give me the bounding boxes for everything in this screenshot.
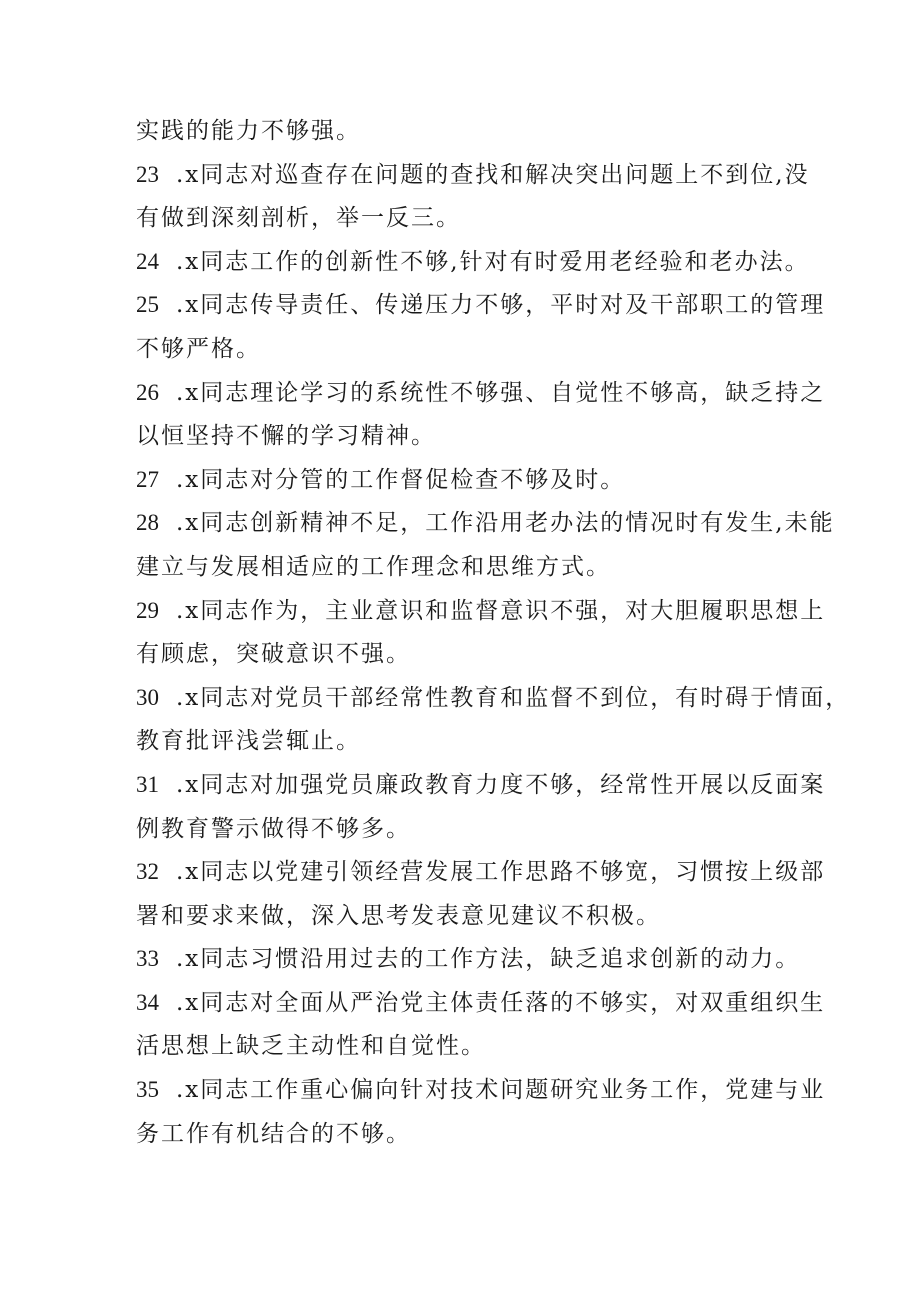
line-spacer — [136, 803, 796, 811]
paragraph-text: 不够严格。 — [136, 335, 261, 362]
line-spacer — [136, 411, 796, 419]
item-number: 31 — [136, 771, 159, 797]
paragraph-text: .x同志对分管的工作督促检查不够及时。 — [176, 466, 626, 493]
paragraph-first-line — [136, 767, 826, 803]
item-number: 29 — [136, 597, 159, 623]
paragraph-text: 实践的能力不够强。 — [136, 118, 361, 144]
line-spacer — [136, 367, 796, 375]
paragraph-first-line — [136, 941, 801, 977]
paragraph-text: .x同志对加强党员廉政教育力度不够，经常性开展以反面案 — [176, 771, 826, 798]
line-spacer — [136, 934, 796, 942]
line-spacer — [136, 1152, 796, 1160]
paragraph-text: .x同志工作的创新性不够,针对有时爱用老经验和老办法。 — [176, 248, 810, 275]
document-body — [136, 113, 851, 1159]
item-number: 27 — [136, 466, 159, 492]
paragraph-continuation-line — [136, 723, 796, 759]
line-spacer — [136, 149, 796, 157]
paragraph-first-line — [136, 1072, 826, 1108]
line-spacer — [136, 1108, 796, 1116]
line-spacer — [136, 280, 796, 288]
item-number: 25 — [136, 292, 159, 318]
line-spacer — [136, 541, 796, 549]
line-spacer — [136, 977, 796, 985]
item-number: 24 — [136, 248, 159, 274]
paragraph-text: 署和要求来做，深入思考发表意见建议不积极。 — [136, 902, 661, 929]
line-spacer — [136, 236, 796, 244]
paragraph-text: 有做到深刻剖析，举一反三。 — [136, 205, 461, 232]
line-spacer — [136, 847, 796, 855]
item-number: 34 — [136, 989, 159, 1015]
paragraph-first-line — [136, 375, 826, 411]
paragraph-first-line — [136, 854, 826, 890]
item-number: 26 — [136, 379, 159, 405]
paragraph-text: .x同志作为，主业意识和监督意识不强，对大胆履职思想上 — [176, 597, 826, 624]
item-number: 33 — [136, 946, 159, 972]
paragraph-text: .x同志传导责任、传递压力不够，平时对及干部职工的管理 — [176, 292, 826, 319]
line-spacer — [136, 759, 796, 767]
line-spacer — [136, 454, 796, 462]
line-spacer — [136, 585, 796, 593]
paragraph-text: .x同志理论学习的系统性不够强、自觉性不够高，缺乏持之 — [176, 379, 826, 406]
item-number: 35 — [136, 1077, 159, 1103]
paragraph-continuation-line — [136, 200, 796, 236]
line-spacer — [136, 672, 796, 680]
paragraph-first-line — [136, 287, 826, 323]
paragraph-first-line — [136, 593, 826, 629]
item-number: 32 — [136, 859, 159, 885]
line-spacer — [136, 323, 796, 331]
paragraph-continuation-line — [136, 811, 796, 847]
paragraph-text: .x同志对巡查存在问题的查找和解决突出问题上不到位,没 — [176, 161, 810, 188]
paragraph-text: .x同志习惯沿用过去的工作方法，缺乏追求创新的动力。 — [176, 946, 801, 973]
paragraph-continuation-line — [136, 549, 796, 585]
paragraph-text: 建立与发展相适应的工作理念和思维方式。 — [136, 553, 611, 580]
paragraph-continuation-line — [136, 331, 796, 367]
item-number: 23 — [136, 161, 159, 187]
paragraph-first-line — [136, 113, 796, 149]
paragraph-continuation-line — [136, 1028, 796, 1064]
paragraph-first-line — [136, 680, 851, 716]
paragraph-continuation-line — [136, 636, 796, 672]
item-number: 30 — [136, 684, 159, 710]
paragraph-continuation-line — [136, 898, 796, 934]
line-spacer — [136, 890, 796, 898]
paragraph-first-line — [136, 244, 810, 280]
item-number: 28 — [136, 510, 159, 536]
paragraph-text: .x同志工作重心偏向针对技术问题研究业务工作，党建与业 — [176, 1077, 826, 1104]
line-spacer — [136, 498, 796, 506]
paragraph-first-line — [136, 157, 810, 193]
paragraph-text: 例教育警示做得不够多。 — [136, 815, 411, 842]
paragraph-text: .x同志对党员干部经常性教育和监督不到位，有时碍于情面， — [176, 684, 851, 711]
paragraph-continuation-line — [136, 418, 796, 454]
paragraph-text: 活思想上缺乏主动性和自觉性。 — [136, 1033, 486, 1060]
paragraph-text: 有顾虑，突破意识不强。 — [136, 641, 411, 668]
paragraph-text: .x同志以党建引领经营发展工作思路不够宽，习惯按上级部 — [176, 859, 826, 886]
paragraph-text: 以恒坚持不懈的学习精神。 — [136, 423, 436, 450]
paragraph-first-line — [136, 462, 796, 498]
line-spacer — [136, 193, 796, 201]
line-spacer — [136, 1021, 796, 1029]
paragraph-continuation-line — [136, 1116, 796, 1152]
paragraph-text: .x同志创新精神不足，工作沿用老办法的情况时有发生,未能 — [176, 510, 835, 537]
line-spacer — [136, 716, 796, 724]
line-spacer — [136, 629, 796, 637]
paragraph-text: 教育批评浅尝辄止。 — [136, 728, 361, 755]
line-spacer — [136, 1064, 796, 1072]
paragraph-first-line — [136, 505, 835, 541]
paragraph-text: .x同志对全面从严治党主体责任落的不够实，对双重组织生 — [176, 989, 826, 1016]
paragraph-text: 务工作有机结合的不够。 — [136, 1120, 411, 1147]
paragraph-first-line — [136, 985, 826, 1021]
